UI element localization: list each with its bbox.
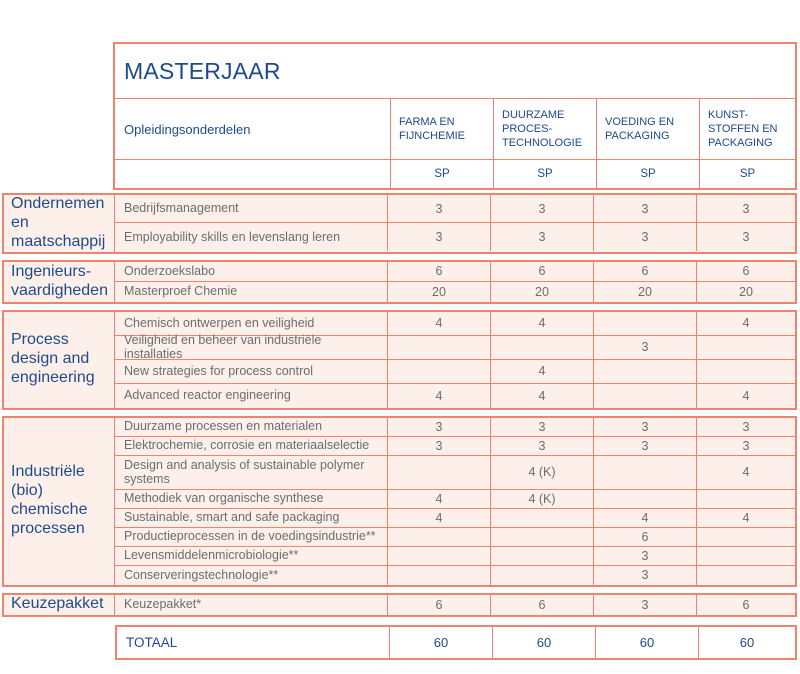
sp-value: 4 — [388, 384, 491, 408]
sp-value — [697, 528, 795, 546]
table-row — [115, 195, 795, 223]
sp-value: 6 — [388, 595, 491, 615]
sp-value: 4 — [491, 360, 594, 383]
sp-unit-row — [115, 160, 795, 188]
sp-value — [491, 336, 594, 359]
sp-value: 3 — [594, 595, 697, 615]
course-name: Veiligheid en beheer van industriële installaties — [115, 336, 388, 359]
group-label: Ingenieurs- vaardigheden — [4, 262, 115, 302]
course-name: Methodiek van organische synthese — [115, 490, 388, 508]
sp-value: 6 — [491, 595, 594, 615]
course-name: Duurzame processen en materialen — [115, 418, 388, 436]
sp-value: 3 — [594, 195, 697, 222]
sp-value: 4 — [388, 509, 491, 527]
sp-value: 4 — [388, 312, 491, 335]
table-row — [115, 262, 795, 282]
column-header-farma: FARMA EN FIJNCHEMIE — [391, 99, 494, 159]
sp-value — [594, 490, 697, 508]
column-header-kunststoffen: KUNST- STOFFEN EN PACKAGING — [708, 108, 778, 150]
column-header-row — [115, 99, 795, 160]
sp-value: 4 (K) — [491, 456, 594, 489]
course-name: Elektrochemie, corrosie en materiaalselectie — [115, 437, 388, 455]
sp-value: 4 — [388, 490, 491, 508]
sp-value: 3 — [742, 201, 750, 216]
sp-value: 3 — [594, 418, 697, 436]
table-row — [115, 490, 795, 509]
group-keuzepakket — [2, 593, 797, 617]
table-row — [115, 384, 795, 408]
table-row — [115, 437, 795, 456]
sp-value: 3 — [491, 437, 594, 455]
sp-value — [491, 509, 594, 527]
sp-value — [388, 547, 491, 565]
table-header-box — [113, 42, 797, 190]
sp-value: 20 — [739, 284, 753, 299]
sp-value — [491, 566, 594, 585]
sp-unit-label: SP — [739, 168, 756, 180]
total-value: 60 — [390, 627, 493, 658]
sp-value — [491, 528, 594, 546]
sp-value — [388, 360, 491, 383]
sp-value — [388, 336, 491, 359]
course-name: Advanced reactor engineering — [115, 384, 388, 408]
course-name: Design and analysis of sustainable polymer systems — [115, 456, 388, 489]
course-name: Masterproef Chemie — [115, 282, 388, 302]
sp-value: 3 — [388, 223, 491, 251]
course-name: Onderzoekslabo — [115, 262, 388, 281]
table-row — [115, 360, 795, 384]
sp-value — [697, 547, 795, 565]
sp-unit-label: SP — [494, 160, 597, 188]
table-row — [115, 566, 795, 585]
group-ondernemen-en-maatschappij — [2, 193, 797, 254]
sp-value: 6 — [742, 597, 750, 612]
sp-value — [594, 384, 697, 408]
table-row — [115, 456, 795, 490]
sp-value: 3 — [491, 223, 594, 251]
sp-value: 4 — [594, 509, 697, 527]
column-header-duurzame: DUURZAME PROCES- TECHNOLOGIE — [494, 99, 597, 159]
sp-value: 3 — [388, 195, 491, 222]
course-name: Conserveringstechnologie** — [115, 566, 388, 585]
course-name: Keuzepakket* — [115, 595, 388, 615]
sp-value: 20 — [491, 282, 594, 302]
sp-value — [388, 528, 491, 546]
sp-value: 4 — [742, 316, 750, 331]
group-label: Keuzepakket — [4, 595, 115, 615]
sp-value: 3 — [594, 437, 697, 455]
sp-value: 20 — [388, 282, 491, 302]
course-name: Sustainable, smart and safe packaging — [115, 509, 388, 527]
table-row — [115, 282, 795, 302]
sp-value: 6 — [388, 262, 491, 281]
sp-value: 4 — [491, 312, 594, 335]
sp-unit-label: SP — [391, 160, 494, 188]
course-column-header: Opleidingsonderdelen — [115, 99, 391, 159]
sp-value — [388, 566, 491, 585]
sp-value — [491, 547, 594, 565]
sp-value — [697, 360, 795, 383]
sp-value: 4 — [742, 388, 750, 403]
sp-value — [697, 490, 795, 508]
table-row — [115, 528, 795, 547]
sp-value — [388, 456, 491, 489]
sp-value: 6 — [742, 264, 750, 279]
page-title: MASTERJAAR — [115, 44, 795, 99]
sp-value: 4 (K) — [491, 490, 594, 508]
table-row — [115, 509, 795, 528]
table-row — [115, 418, 795, 437]
course-name: Bedrijfsmanagement — [115, 195, 388, 222]
sp-row-spacer — [115, 160, 391, 188]
table-row — [115, 332, 795, 362]
sp-value: 20 — [594, 282, 697, 302]
sp-value: 4 — [742, 510, 750, 525]
table-row — [115, 595, 795, 615]
sp-value: 4 — [491, 384, 594, 408]
total-row — [115, 625, 797, 660]
group-ingenieursvaardigheden — [2, 260, 797, 304]
sp-value: 6 — [594, 528, 697, 546]
group-industriele-bio-chemische-processen — [2, 416, 797, 587]
sp-value: 3 — [594, 547, 697, 565]
course-name: Productieprocessen in de voedingsindustrie** — [115, 528, 388, 546]
column-header-voeding: VOEDING EN PACKAGING — [597, 99, 700, 159]
sp-value: 4 — [742, 465, 750, 480]
sp-value: 3 — [491, 195, 594, 222]
sp-value — [594, 312, 697, 335]
total-label: TOTAAL — [117, 627, 390, 658]
total-value: 60 — [739, 634, 755, 650]
course-name: Chemisch ontwerpen en veiligheid — [115, 312, 388, 335]
sp-value: 3 — [742, 438, 750, 453]
group-label: Industriële (bio) chemische processen — [4, 418, 115, 585]
sp-value: 6 — [594, 262, 697, 281]
sp-value: 3 — [388, 418, 491, 436]
sp-unit-label: SP — [597, 160, 700, 188]
sp-value: 3 — [594, 336, 697, 359]
table-row — [115, 223, 795, 251]
sp-value — [697, 336, 795, 359]
sp-value — [697, 566, 795, 585]
sp-value: 3 — [594, 223, 697, 251]
total-value: 60 — [596, 627, 699, 658]
sp-value — [594, 456, 697, 489]
sp-value: 3 — [742, 230, 750, 244]
group-process-design-and-engineering — [2, 310, 797, 410]
total-value: 60 — [493, 627, 596, 658]
sp-value — [594, 360, 697, 383]
sp-value: 3 — [594, 566, 697, 585]
course-name: New strategies for process control — [115, 360, 388, 383]
table-row — [115, 547, 795, 566]
course-name: Levensmiddelenmicrobiologie** — [115, 547, 388, 565]
group-label: Ondernemen en maatschappij — [4, 195, 115, 252]
sp-value: 3 — [388, 437, 491, 455]
course-name: Employability skills en levenslang leren — [115, 223, 388, 251]
sp-value: 6 — [491, 262, 594, 281]
sp-value: 3 — [742, 419, 750, 434]
sp-value: 3 — [491, 418, 594, 436]
group-label: Process design and engineering — [4, 312, 115, 408]
